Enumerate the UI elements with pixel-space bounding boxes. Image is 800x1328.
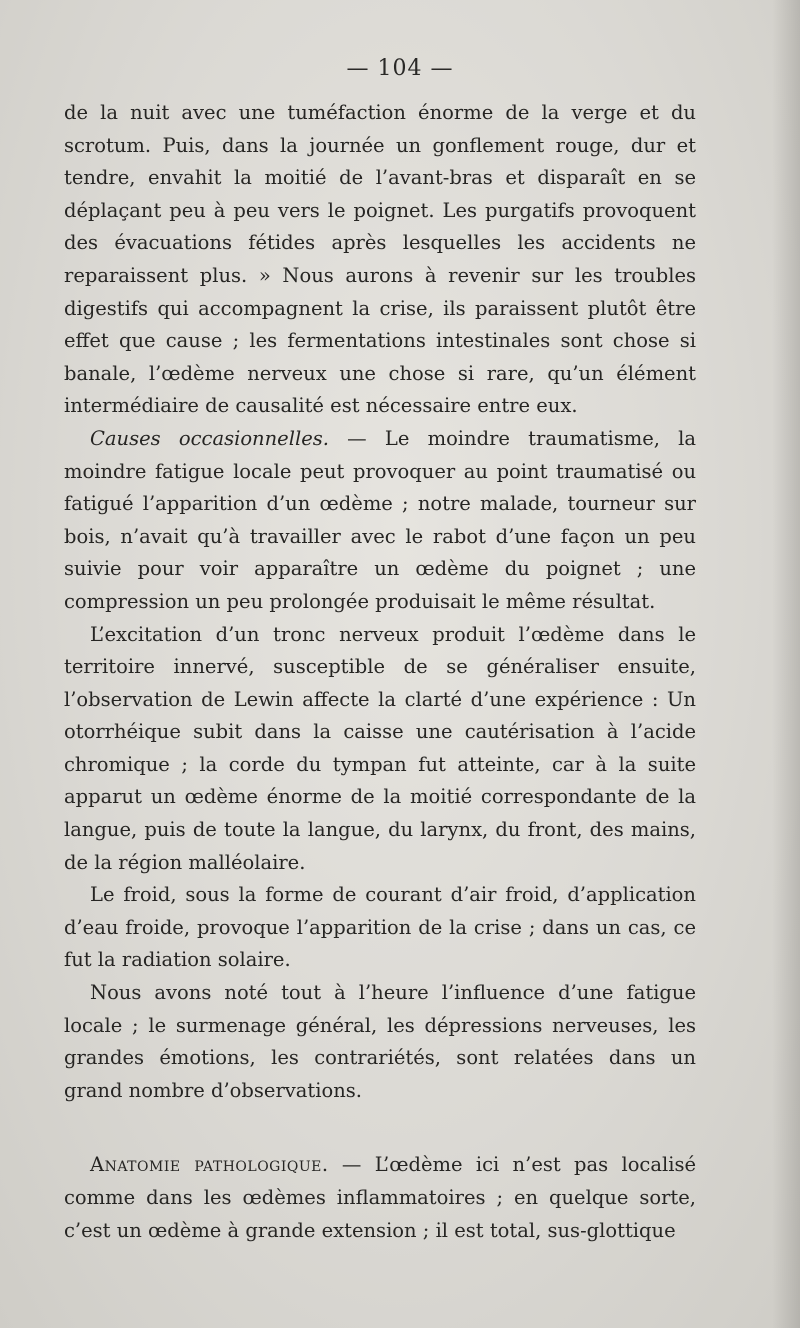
paragraph-causes — [64, 423, 696, 619]
paragraph-continuation: de la nuit avec une tuméfaction énorme de la verge et du scrotum. Puis, dans la journée un gonflement rouge, dur et tendre, envahit la moitié de l’avant-bras et disparaît en se déplaçant peu à peu vers le poignet. Les purgatifs provoquent des évacuations fétides après lesquelles les accidents ne reparaissent plus. » Nous aurons à revenir sur les troubles digestifs qui accompagnent la crise, ils paraissent plutôt être effet que cause ; les fermentations intestinales sont chose si banale, l’œdème nerveux une chose si rare, qu’un élément intermédiaire de causalité est nécessaire entre eux. — [64, 101, 696, 418]
page-edge-shadow — [772, 0, 800, 1328]
paragraph-fatigue: Nous avons noté tout à l’heure l’influence d’une fatigue locale ; le surmenage général, les dépressions nerveuses, les grandes émotions, les contrariétés, sont relatées dans un grand nombre d’observations. — [64, 981, 696, 1102]
paragraph-anatomie-text: — L’œdème ici n’est pas localisé comme dans les œdèmes inflammatoires ; en quelque sorte, c’est un œdème à grande extension ; il est total, sus-glottique — [64, 1153, 696, 1242]
paragraph-causes-text: — Le moindre traumatisme, la moindre fatigue locale peut provoquer au point traumatisé ou fatigué l’apparition d’un œdème ; notre malade, tourneur sur bois, n’avait qu’à travailler avec le rabot d’une façon un peu suivie pour voir apparaître un œdème du poignet ; une compression un peu prolongée produisait le même résultat. — [64, 426, 697, 613]
paragraph-excitation: L’excitation d’un tronc nerveux produit l’œdème dans le territoire innervé, susceptible de se généraliser ensuite, l’observation de Lewin affecte la clarté d’une expérience : Un otorrhéique subit dans la caisse une cautérisation à l’acide chromique ; la corde du tympan fut atteinte, car à la suite apparut un œdème énorme de la moitié correspondante de la langue, puis de toute la langue, du larynx, du front, des mains, de la région malléolaire. — [64, 622, 696, 874]
section-heading-causes: Causes occasionnelles. — [90, 426, 329, 450]
paragraph-anatomie — [64, 1149, 696, 1247]
section-gap — [64, 1107, 696, 1149]
body-text — [64, 97, 696, 1247]
page-number: — 104 — — [346, 56, 454, 81]
section-heading-anatomie: Anatomie pathologique. — [90, 1153, 329, 1177]
paragraph-froid: Le froid, sous la forme de courant d’air froid, d’application d’eau froide, provoque l’apparition de la crise ; dans un cas, ce fut la radiation solaire. — [64, 883, 696, 972]
